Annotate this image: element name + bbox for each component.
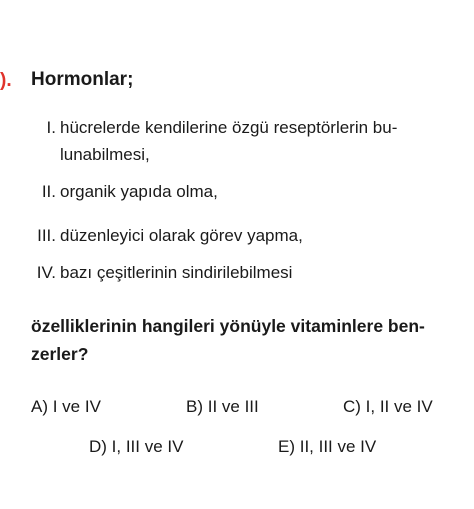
statement-text (60, 114, 460, 168)
statement-text (60, 222, 460, 249)
statement-line: organik yapıda olma, (60, 182, 218, 201)
option-a[interactable]: A) I ve IV (31, 397, 101, 416)
prompt-line: zerler? (31, 344, 89, 364)
option-e[interactable]: E) II, III ve IV (278, 437, 377, 456)
statement-number: I. (46, 118, 56, 137)
option-c[interactable]: C) I, II ve IV (343, 397, 433, 416)
option-d[interactable]: D) I, III ve IV (89, 437, 184, 456)
statement-line: bazı çeşitlerinin sindirilebilmesi (60, 263, 293, 282)
statement-text (60, 178, 460, 205)
prompt-line: özelliklerinin hangileri yönüyle vitaminlere ben- (31, 316, 425, 336)
question-stem: Hormonlar; (31, 69, 134, 90)
statement-line: hücrelerde kendilerine özgü reseptörlerin bu- (60, 118, 398, 137)
question-number: ). (0, 70, 12, 91)
statement-line: lunabilmesi, (60, 145, 150, 164)
statement-text (60, 259, 460, 286)
statement-line: düzenleyici olarak görev yapma, (60, 226, 303, 245)
statement-number: III. (37, 226, 56, 245)
question-prompt (31, 312, 461, 368)
statement-number: IV. (36, 263, 56, 282)
option-b[interactable]: B) II ve III (186, 397, 259, 416)
statement-number: II. (41, 182, 56, 201)
